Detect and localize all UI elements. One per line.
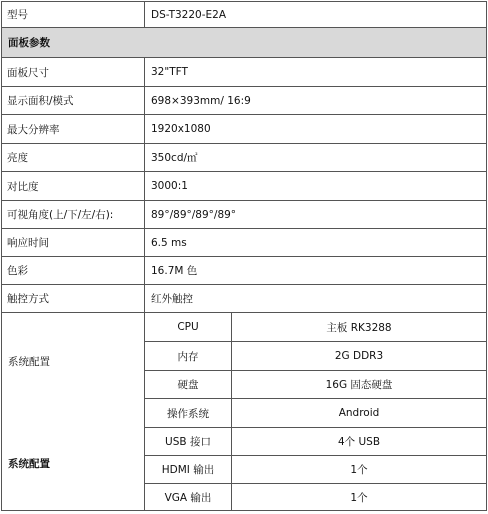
table-row [2,58,487,87]
system-config-label-bold: 系统配置 [8,458,50,470]
system-row-label: VGA 输出 [145,484,232,511]
system-row-label: 内存 [145,342,232,371]
spec-label: 色彩 [2,257,145,285]
table-row [2,313,487,342]
table-row [2,2,487,28]
table-row [2,115,487,144]
system-row-value: 1个 [232,484,487,511]
spec-value: 1920x1080 [145,115,487,144]
system-row-value: 2G DDR3 [232,342,487,371]
spec-value: 16.7M 色 [145,257,487,285]
spec-value: 6.5 ms [145,229,487,257]
spec-value: 红外触控 [145,285,487,313]
system-row-label: CPU [145,313,232,342]
system-row-value: 16G 固态硬盘 [232,371,487,399]
model-value: DS-T3220-E2A [145,2,487,28]
spec-label: 响应时间 [2,229,145,257]
spec-value: 89°/89°/89°/89° [145,201,487,229]
spec-sheet [1,1,487,512]
spec-label: 触控方式 [2,285,145,313]
spec-value: 698×393mm/ 16:9 [145,87,487,115]
system-row-label: USB 接口 [145,428,232,456]
system-row-value: 4个 USB [232,428,487,456]
table-row [2,201,487,229]
spec-label: 最大分辨率 [2,115,145,144]
spec-label: 亮度 [2,144,145,172]
spec-value: 3000:1 [145,172,487,201]
table-row [2,144,487,172]
model-label: 型号 [2,2,145,28]
spec-value: 32"TFT [145,58,487,87]
system-row-label: 硬盘 [145,371,232,399]
system-row-value: 1个 [232,456,487,484]
table-row [2,229,487,257]
system-row-value: Android [232,399,487,428]
system-config-label: 系统配置 [8,356,50,368]
table-row [2,172,487,201]
spec-value: 350cd/㎡ [145,144,487,172]
spec-label: 显示面积/模式 [2,87,145,115]
system-row-label: HDMI 输出 [145,456,232,484]
table-row [2,87,487,115]
system-row-value: 主板 RK3288 [232,313,487,342]
spec-table [1,1,487,511]
spec-label: 面板尺寸 [2,58,145,87]
system-config-cell [2,313,145,511]
table-row [2,285,487,313]
section-title: 面板参数 [2,28,487,58]
section-header-row [2,28,487,58]
spec-label: 对比度 [2,172,145,201]
spec-label: 可视角度(上/下/左/右): [2,201,145,229]
table-row [2,257,487,285]
system-row-label: 操作系统 [145,399,232,428]
